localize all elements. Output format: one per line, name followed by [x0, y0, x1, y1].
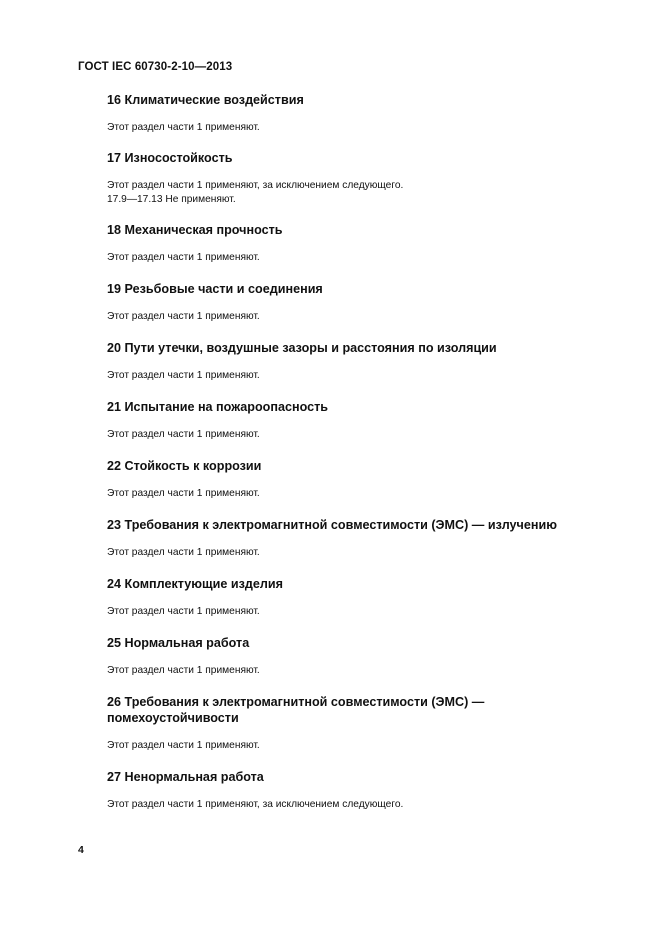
section-22 [107, 458, 607, 501]
section-body [107, 664, 607, 678]
section-text: Этот раздел части 1 применяют, за исключением следующего. [107, 799, 404, 810]
section-body [107, 369, 607, 383]
section-text: Этот раздел части 1 применяют. [107, 429, 260, 440]
page-number: 4 [78, 844, 84, 856]
section-16 [107, 92, 607, 135]
section-heading: 23 Требования к электромагнитной совместимости (ЭМС) — излучению [107, 518, 557, 532]
section-heading: 18 Механическая прочность [107, 223, 283, 237]
section-text: Этот раздел части 1 применяют. [107, 740, 260, 751]
section-body [107, 428, 607, 442]
section-heading: 19 Резьбовые части и соединения [107, 282, 323, 296]
sections-list [107, 92, 607, 812]
section-body [107, 487, 607, 501]
section-21 [107, 399, 607, 442]
section-text: Этот раздел части 1 применяют. [107, 665, 260, 676]
section-25 [107, 635, 607, 678]
section-body [107, 121, 607, 135]
section-heading: 17 Износостойкость [107, 151, 233, 165]
section-18 [107, 222, 607, 265]
section-17 [107, 150, 607, 207]
section-text: Этот раздел части 1 применяют. [107, 606, 260, 617]
section-text: Этот раздел части 1 применяют. [107, 488, 260, 499]
section-heading: 25 Нормальная работа [107, 636, 250, 650]
section-text: 17.9—17.13 Не применяют. [107, 194, 236, 205]
section-text: Этот раздел части 1 применяют. [107, 370, 260, 381]
section-heading: 21 Испытание на пожароопасность [107, 400, 329, 414]
section-body [107, 546, 607, 560]
section-body [107, 251, 607, 265]
section-body [107, 605, 607, 619]
section-20 [107, 340, 607, 383]
section-body [107, 798, 607, 812]
section-heading: 22 Стойкость к коррозии [107, 459, 262, 473]
section-text: Этот раздел части 1 применяют. [107, 252, 260, 263]
section-text: Этот раздел части 1 применяют, за исключением следующего. [107, 180, 404, 191]
section-27 [107, 769, 607, 812]
document-code: ГОСТ IEC 60730-2-10—2013 [78, 61, 233, 73]
section-19 [107, 281, 607, 324]
section-body [107, 179, 607, 207]
section-23 [107, 517, 607, 560]
section-heading: 20 Пути утечки, воздушные зазоры и расстояния по изоляции [107, 341, 497, 355]
section-24 [107, 576, 607, 619]
section-heading: 24 Комплектующие изделия [107, 577, 283, 591]
section-body [107, 310, 607, 324]
section-text: Этот раздел части 1 применяют. [107, 122, 260, 133]
section-text: Этот раздел части 1 применяют. [107, 311, 260, 322]
section-26 [107, 694, 607, 753]
section-heading: 16 Климатические воздействия [107, 93, 304, 107]
section-body [107, 739, 607, 753]
section-heading: 26 Требования к электромагнитной совместимости (ЭМС) — помехоустойчивости [107, 695, 485, 725]
section-text: Этот раздел части 1 применяют. [107, 547, 260, 558]
section-heading: 27 Ненормальная работа [107, 770, 264, 784]
